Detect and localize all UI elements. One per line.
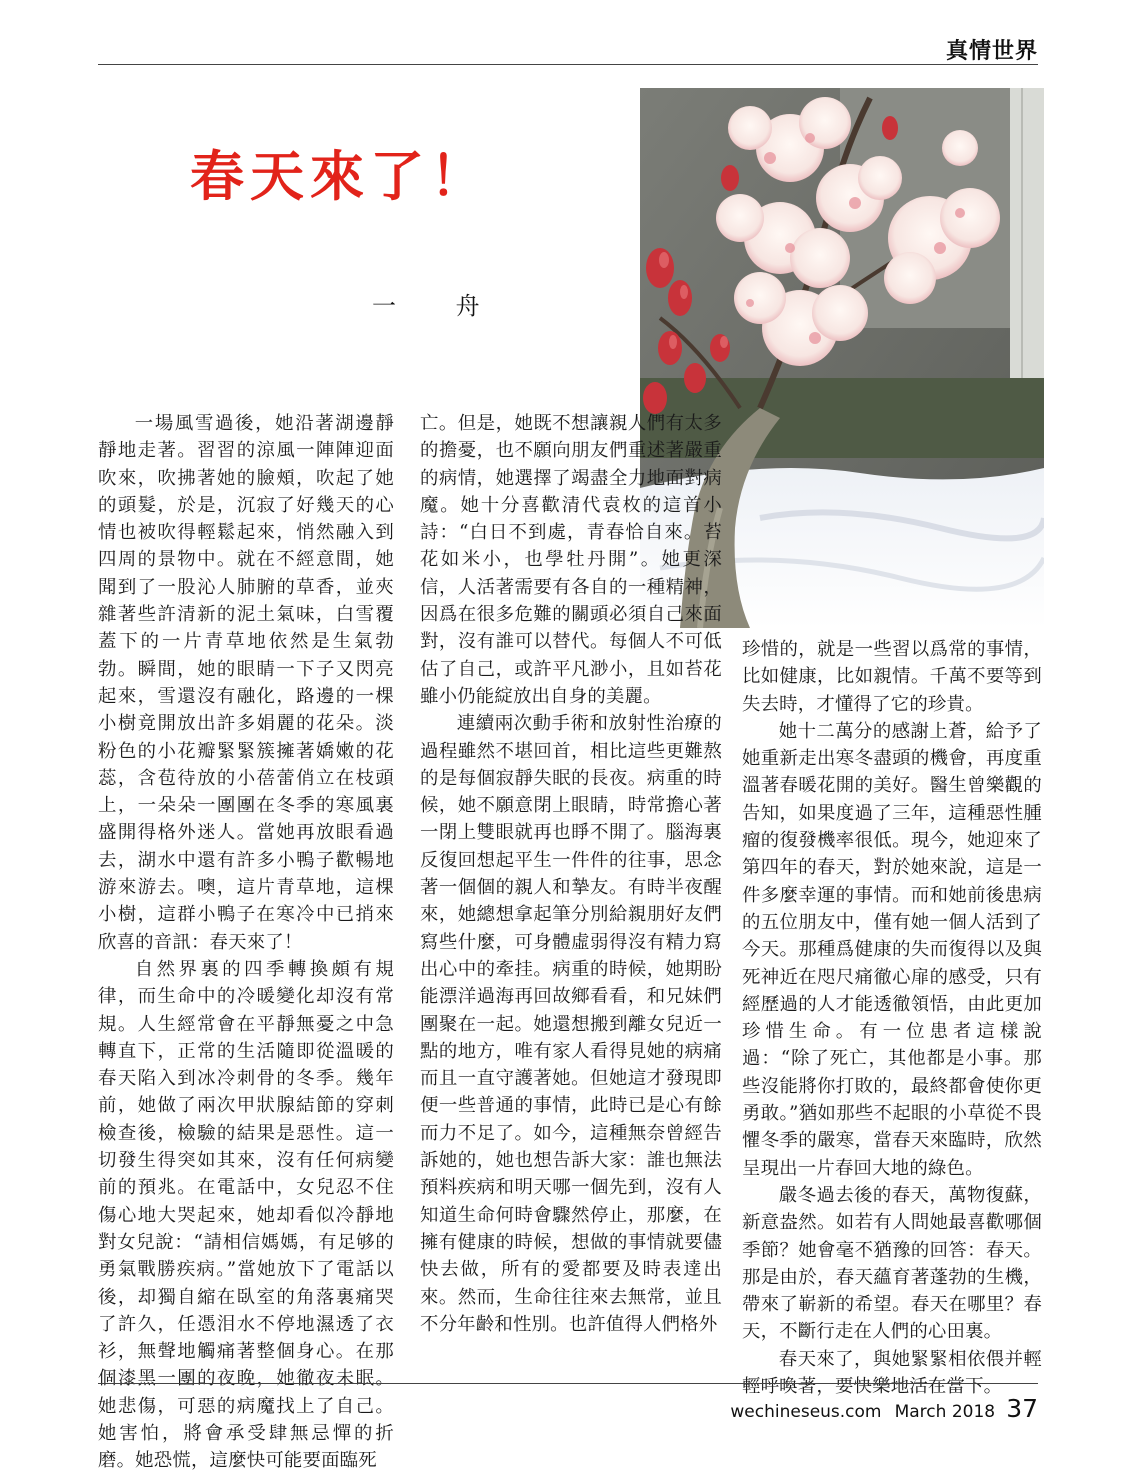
article-column-3 <box>742 636 1042 1400</box>
paragraph: 她十二萬分的感謝上蒼，給予了她重新走出寒冬盡頭的機會，再度重溫著春暖花開的美好。醫生曾樂觀的告知，如果度過了三年，這種惡性腫瘤的復發機率很低。現今，她迎來了第四年的春天，對於她來說，這是一件多麼幸運的事情。而和她前後患病的五位朋友中，僅有她一個人活到了今天。那種爲健康的失而復得以及與死神近在咫尺痛徹心扉的感受，只有經歷過的人才能透徹領悟，由此更加珍惜生命。有一位患者這樣說過：“除了死亡，其他都是小事。那些沒能將你打敗的，最終都會使你更勇敢。”猶如那些不起眼的小草從不畏懼冬季的嚴寒，當春天來臨時，欣然呈現出一片春回大地的綠色。 <box>742 720 1042 1179</box>
paragraph: 連續兩次動手術和放射性治療的過程雖然不堪回首，相比這些更難熬的是每個寂靜失眠的長夜。病重的時候，她不願意閉上眼睛，時常擔心著一閉上雙眼就再也睜不開了。腦海裏反復回想起平生一件件的往事，思念著一個個的親人和摯友。有時半夜醒來，她總想拿起筆分別給親朋好友們寫些什麼，可身體虛弱得沒有精力寫出心中的牽挂。病重的時候，她期盼能漂洋過海再回故鄉看看，和兄妹們團聚在一起。她還想搬到離女兒近一點的地方，唯有家人看得見她的病痛而且一直守護著她。但她這才發現即便一些普通的事情，此時已是心有餘而力不足了。如今，這種無奈曾經告訴她的，她也想告訴大家：誰也無法預料疾病和明天哪一個先到，沒有人知道生命何時會驟然停止，那麼，在擁有健康的時候，想做的事情就要儘快去做，所有的愛都要及時表達出來。然而，生命往往來去無常，並且不分年齡和性別。也許值得人們格外 <box>420 713 722 1335</box>
section-label: 真情世界 <box>945 39 1038 64</box>
footer-divider <box>98 1383 1038 1384</box>
article-author: 一 舟 <box>372 292 506 320</box>
article-column-2 <box>420 410 722 1338</box>
header-divider <box>98 64 1038 65</box>
page-footer <box>730 1394 1038 1423</box>
paragraph: 珍惜的，就是一些習以爲常的事情，比如健康，比如親情。千萬不要等到失去時，才懂得了它的珍貴。 <box>742 639 1042 715</box>
paragraph: 春天來了，與她緊緊相依偎并輕輕呼喚著，要快樂地活在當下。 <box>742 1348 1042 1398</box>
footer-site: wechineseus.com <box>730 1402 882 1422</box>
article-column-1 <box>98 410 394 1475</box>
paragraph: 一場風雪過後，她沿著湖邊靜靜地走著。習習的涼風一陣陣迎面吹來，吹拂著她的臉頰，吹起了她的頭髮，於是，沉寂了好幾天的心情也被吹得輕鬆起來，悄然融入到四周的景物中。就在不經意間，她聞到了一股沁人肺腑的草香，並夾雜著些許清新的泥土氣味，白雪覆蓋下的一片青草地依然是生氣勃勃。瞬間，她的眼睛一下子又閃亮起來，雪還沒有融化，路邊的一棵小樹竟開放出許多娟麗的花朵。淡粉色的小花瓣緊緊簇擁著嬌嫩的花蕊，含苞待放的小蓓蕾俏立在枝頭上，一朵朵一團團在冬季的寒風裏盛開得格外迷人。當她再放眼看過去，湖水中還有許多小鴨子歡暢地游來游去。噢，這片青草地，這棵小樹，這群小鴨子在寒冷中已捎來欣喜的音訊：春天來了！ <box>98 413 394 953</box>
article-title: 春天來了！ <box>190 145 490 208</box>
paragraph: 自然界裏的四季轉換頗有規律，而生命中的冷暖變化却沒有常規。人生經常會在平靜無憂之中急轉直下，正常的生活隨即從溫暖的春天陷入到冰冷刺骨的冬季。幾年前，她做了兩次甲狀腺結節的穿刺檢查後，檢驗的結果是惡性。這一切發生得突如其來，沒有任何病變前的預兆。在電話中，女兒忍不住傷心地大哭起來，她却看似冷靜地對女兒說：“請相信媽媽，有足够的勇氣戰勝疾病。”當她放下了電話以後，却獨自縮在臥室的角落裏痛哭了許久，任憑泪水不停地濕透了衣衫，無聲地觸痛著整個身心。在那個漆黑一團的夜晚，她徹夜未眠。她悲傷，可惡的病魔找上了自己。她害怕，將會承受肆無忌憚的折磨。她恐慌，這麼快可能要面臨死 <box>98 958 394 1472</box>
page-number: 37 <box>1006 1394 1038 1423</box>
paragraph: 嚴冬過去後的春天，萬物復蘇，新意盎然。如若有人問她最喜歡哪個季節？她會毫不猶豫的回答：春天。那是由於，春天蘊育著蓬勃的生機，帶來了嶄新的希望。春天在哪里？春天，不斷行走在人們的心田裏。 <box>742 1184 1042 1343</box>
footer-date: March 2018 <box>894 1402 996 1422</box>
paragraph: 亡。但是，她既不想讓親人們有太多的擔憂，也不願向朋友們重述著嚴重的病情，她選擇了竭盡全力地面對病魔。她十分喜歡清代袁枚的這首小詩：“白日不到處，青春恰自來。苔花如米小，也學牡丹開”。她更深信，人活著需要有各自的一種精神，因爲在很多危難的關頭必須自己來面對，沒有誰可以替代。每個人不可低估了自己，或許平凡渺小，且如苔花雖小仍能綻放出自身的美麗。 <box>420 413 722 707</box>
